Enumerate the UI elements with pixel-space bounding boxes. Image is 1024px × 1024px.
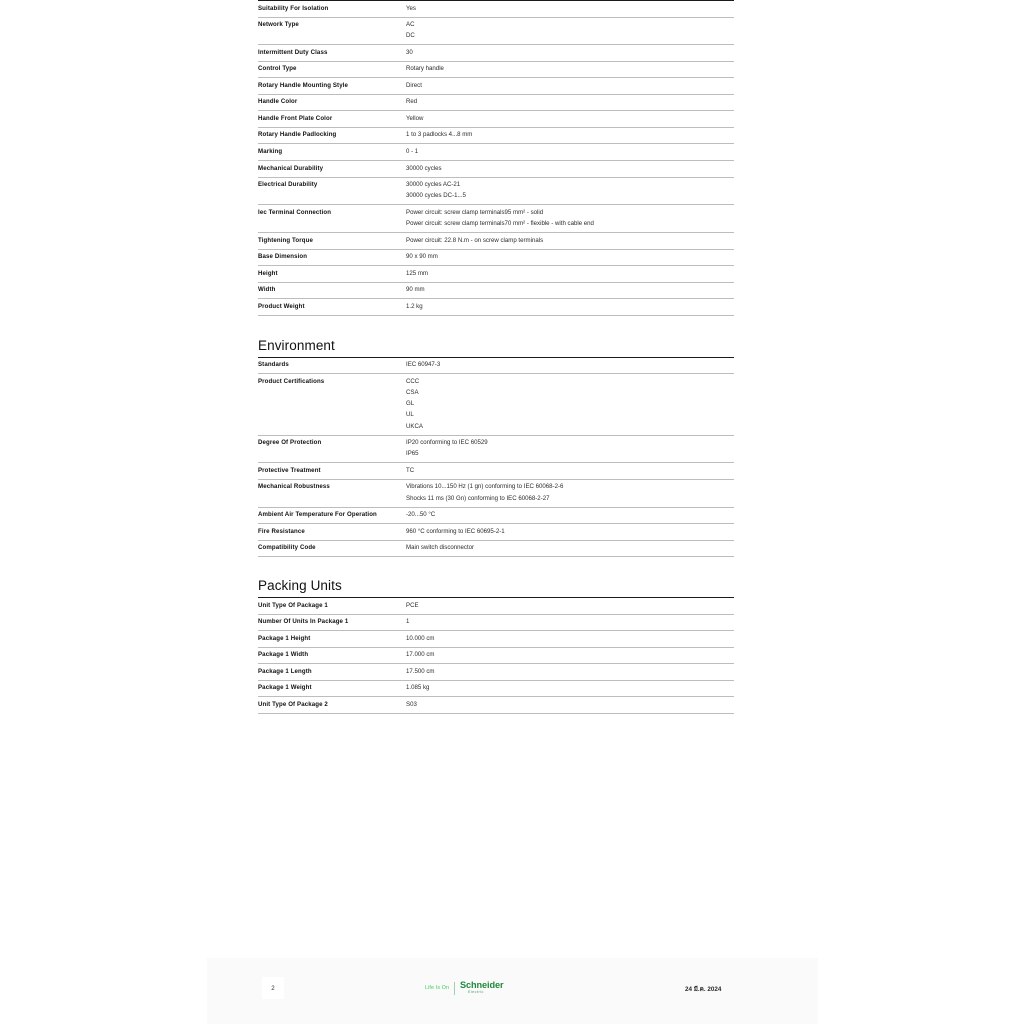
- row-value-line: 17.000 cm: [406, 651, 435, 659]
- row-value-line: PCE: [406, 601, 419, 609]
- row-label: Package 1 Weight: [258, 684, 312, 692]
- row-value-line: 0 - 1: [406, 147, 419, 155]
- row-label: Rotary Handle Padlocking: [258, 131, 337, 139]
- life-is-on-tagline: Life Is On: [425, 985, 450, 991]
- row-value-line: 90 mm: [406, 286, 425, 294]
- table-row: [258, 524, 734, 541]
- row-value-line: Yellow: [406, 114, 424, 122]
- row-value-line: 30000 cycles: [406, 164, 442, 172]
- row-value-line: CCC: [406, 377, 420, 385]
- specifications-table-body: [258, 1, 734, 316]
- row-label: Handle Front Plate Color: [258, 114, 333, 122]
- environment-section-title: Environment: [258, 337, 335, 353]
- row-label: Tightening Torque: [258, 236, 313, 244]
- table-row: [258, 631, 734, 648]
- row-value: [406, 664, 734, 681]
- row-value-line: DC: [406, 32, 415, 40]
- row-value: [406, 374, 734, 435]
- row-label: Package 1 Height: [258, 634, 311, 642]
- row-label: Width: [258, 286, 276, 294]
- table-row: [258, 144, 734, 161]
- row-value: [406, 94, 734, 111]
- row-value: [406, 111, 734, 128]
- row-label: Package 1 Width: [258, 651, 309, 659]
- row-value-line: AC: [406, 21, 415, 29]
- row-value-line: S03: [406, 700, 417, 708]
- table-row: [258, 61, 734, 78]
- row-value-line: 1 to 3 padlocks 4...8 mm: [406, 131, 473, 139]
- packing-units-table-body: [258, 598, 734, 714]
- row-value-line: UL: [406, 411, 414, 419]
- table-row: [258, 177, 734, 205]
- row-value: [406, 524, 734, 541]
- row-value-line: 125 mm: [406, 269, 429, 277]
- table-row: [258, 94, 734, 111]
- table-row: [258, 17, 734, 45]
- schneider-electric-logo: [425, 979, 504, 997]
- row-value: [406, 233, 734, 250]
- row-value: [406, 45, 734, 62]
- row-value: [406, 1, 734, 18]
- row-label: Product Certifications: [258, 377, 325, 385]
- row-label: Unit Type Of Package 1: [258, 601, 328, 609]
- row-value: [406, 266, 734, 283]
- row-value: [406, 78, 734, 95]
- section-spacer: [258, 557, 734, 578]
- row-label: Compatibility Code: [258, 544, 316, 552]
- row-label: Degree Of Protection: [258, 439, 322, 447]
- row-value: [406, 282, 734, 299]
- row-label: Control Type: [258, 65, 297, 73]
- table-row: [258, 435, 734, 463]
- table-row: [258, 647, 734, 664]
- row-value-line: Yes: [406, 4, 416, 12]
- row-value: [406, 680, 734, 697]
- table-row: [258, 598, 734, 615]
- row-value-line: Power circuit: screw clamp terminals95 mm² - solid: [406, 208, 544, 216]
- row-label: Unit Type Of Package 2: [258, 700, 328, 708]
- row-label: Standards: [258, 361, 289, 369]
- row-label: Handle Color: [258, 98, 298, 106]
- row-label: Ambient Air Temperature For Operation: [258, 511, 377, 519]
- row-value-line: 17.500 cm: [406, 667, 435, 675]
- row-value: [406, 435, 734, 463]
- row-value-line: Shocks 11 ms (30 Gn) conforming to IEC 60068-2-27: [406, 494, 550, 502]
- row-value: [406, 631, 734, 648]
- row-value-line: Direct: [406, 81, 422, 89]
- table-row: [258, 664, 734, 681]
- table-row: [258, 266, 734, 283]
- environment-table-body: [258, 357, 734, 557]
- row-value: [406, 357, 734, 374]
- row-value: [406, 144, 734, 161]
- table-row: [258, 233, 734, 250]
- row-label: Suitability For Isolation: [258, 4, 329, 12]
- brand-block: [460, 981, 504, 994]
- packing-units-section-title: Packing Units: [258, 578, 342, 594]
- row-value-line: 90 x 90 mm: [406, 253, 438, 261]
- row-label: Package 1 Length: [258, 667, 312, 675]
- row-label: Rotary Handle Mounting Style: [258, 81, 349, 89]
- table-row: [258, 78, 734, 95]
- row-value: [406, 177, 734, 205]
- row-value-line: IP65: [406, 450, 419, 458]
- row-value: [406, 647, 734, 664]
- row-value: [406, 598, 734, 615]
- row-value: [406, 540, 734, 557]
- row-value-line: Main switch disconnector: [406, 544, 475, 552]
- row-value: [406, 697, 734, 714]
- environment-table: [258, 357, 734, 558]
- row-label: Electrical Durability: [258, 181, 318, 189]
- table-row: [258, 249, 734, 266]
- packing-units-table: [258, 597, 734, 714]
- table-row: [258, 463, 734, 480]
- row-value-line: Red: [406, 98, 418, 106]
- row-value: [406, 61, 734, 78]
- row-value-line: -20...50 °C: [406, 511, 436, 519]
- table-row: [258, 614, 734, 631]
- row-value-line: 1: [406, 618, 410, 626]
- table-row: [258, 282, 734, 299]
- row-label: Intermittent Duty Class: [258, 48, 328, 56]
- row-value-line: TC: [406, 466, 415, 474]
- table-row: [258, 374, 734, 435]
- table-row: [258, 540, 734, 557]
- row-value-line: 30: [406, 48, 413, 56]
- row-value-line: 1.2 kg: [406, 302, 423, 310]
- row-value: [406, 161, 734, 178]
- row-label: Network Type: [258, 21, 299, 29]
- row-label: Base Dimension: [258, 253, 308, 261]
- row-value: [406, 299, 734, 316]
- row-value-line: IEC 60947-3: [406, 361, 441, 369]
- row-value: [406, 205, 734, 233]
- table-row: [258, 1, 734, 18]
- row-value-line: 30000 cycles DC-1...5: [406, 192, 466, 200]
- row-value: [406, 249, 734, 266]
- section-spacer: [258, 316, 734, 338]
- row-label: Mechanical Robustness: [258, 483, 330, 491]
- row-value-line: 1.085 kg: [406, 684, 430, 692]
- row-value-line: Vibrations 10...150 Hz (1 gn) conforming to IEC 60068-2-6: [406, 483, 564, 491]
- row-value: [406, 127, 734, 144]
- row-value: [406, 479, 734, 507]
- logo-divider: [454, 982, 455, 995]
- table-row: [258, 111, 734, 128]
- row-value-line: IP20 conforming to IEC 60529: [406, 439, 488, 447]
- row-label: Iec Terminal Connection: [258, 208, 332, 216]
- row-value: [406, 507, 734, 524]
- row-value-line: 30000 cycles AC-21: [406, 181, 461, 189]
- table-row: [258, 127, 734, 144]
- page-number: 2: [262, 977, 284, 999]
- footer-date: 24 มี.ค. 2024: [685, 986, 722, 993]
- row-value-line: Power circuit: 22.8 N.m - on screw clamp terminals: [406, 236, 544, 244]
- row-value-line: 960 °C conforming to IEC 60695-2-1: [406, 527, 505, 535]
- row-label: Marking: [258, 147, 283, 155]
- row-value-line: UKCA: [406, 422, 423, 430]
- table-row: [258, 299, 734, 316]
- table-row: [258, 205, 734, 233]
- table-row: [258, 507, 734, 524]
- row-label: Height: [258, 269, 278, 277]
- table-row: [258, 357, 734, 374]
- page-footer: [207, 958, 818, 1024]
- row-value-line: 10.000 cm: [406, 634, 435, 642]
- brand-subtitle: Electric: [467, 990, 484, 995]
- table-row: [258, 161, 734, 178]
- table-row: [258, 45, 734, 62]
- row-value-line: Power circuit: screw clamp terminals70 mm² - flexible - with cable end: [406, 220, 594, 227]
- brand-name: Schneider: [459, 980, 504, 991]
- row-value-line: Rotary handle: [406, 65, 444, 73]
- page-content: [258, 0, 734, 714]
- row-label: Fire Resistance: [258, 527, 305, 535]
- table-row: [258, 479, 734, 507]
- row-label: Number Of Units In Package 1: [258, 618, 349, 626]
- row-value: [406, 463, 734, 480]
- row-value-line: CSA: [406, 388, 419, 396]
- table-row: [258, 680, 734, 697]
- row-value-line: GL: [406, 400, 415, 408]
- row-label: Protective Treatment: [258, 466, 321, 474]
- specifications-table: [258, 0, 734, 316]
- row-value: [406, 17, 734, 45]
- row-value: [406, 614, 734, 631]
- table-row: [258, 697, 734, 714]
- row-label: Mechanical Durability: [258, 164, 324, 172]
- row-label: Product Weight: [258, 302, 305, 310]
